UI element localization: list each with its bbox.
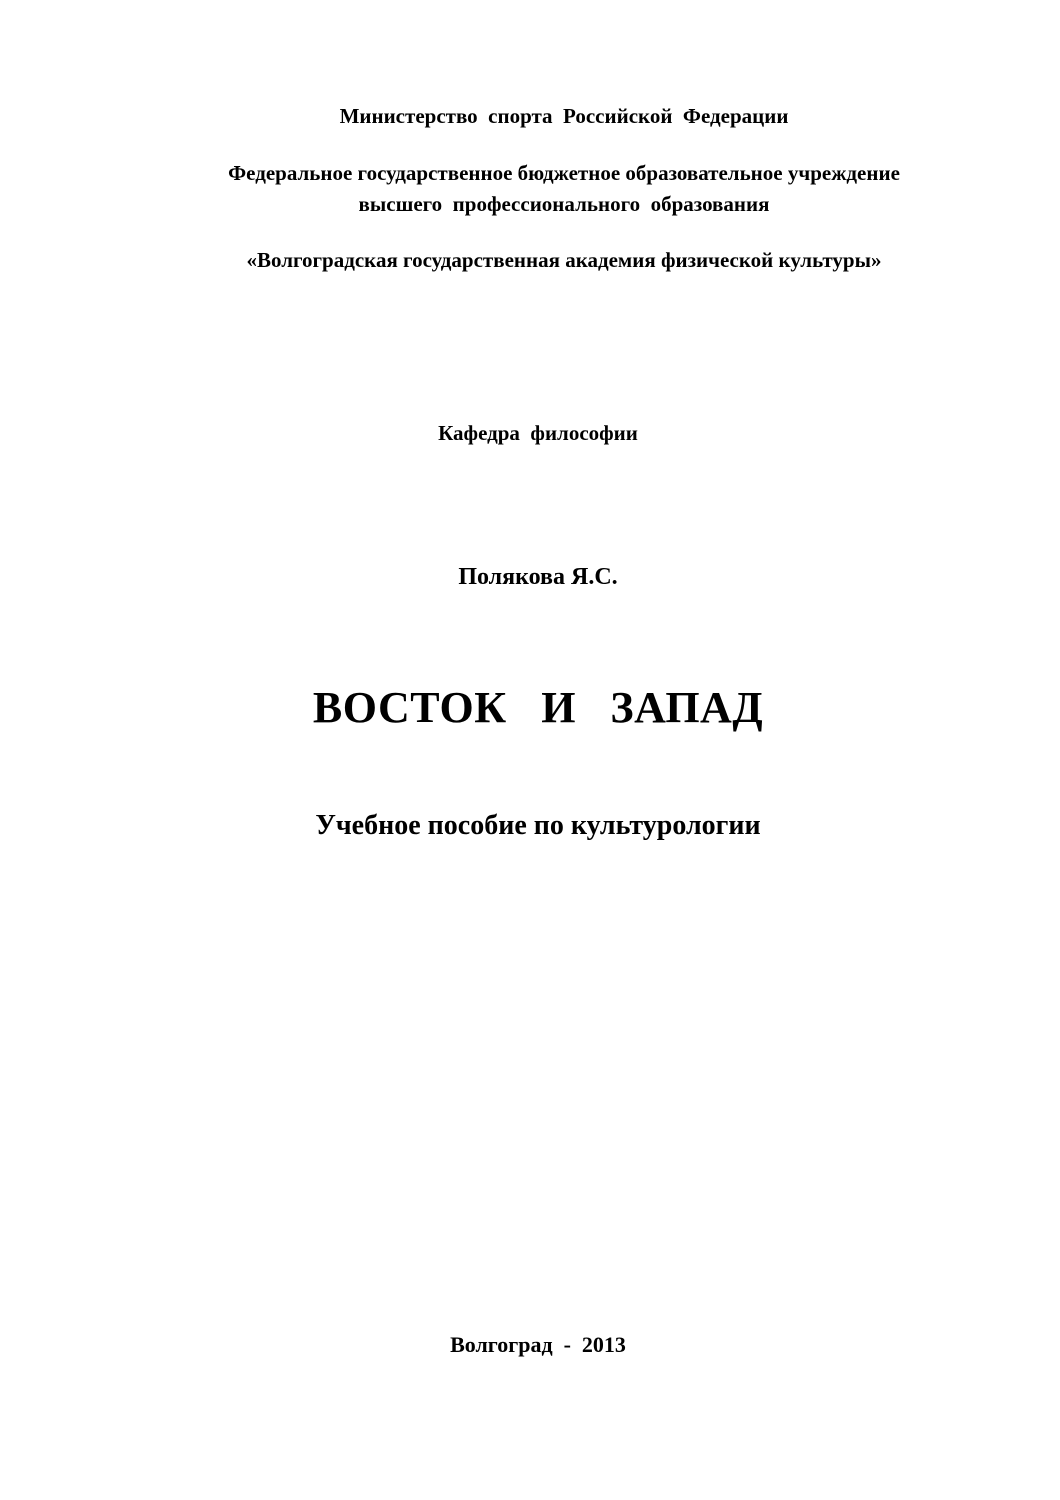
- book-subtitle: Учебное пособие по культурологии: [315, 810, 761, 841]
- book-title: ВОСТОК И ЗАПАД: [312, 683, 764, 732]
- institution-line-2: высшего профессионального образования: [358, 192, 770, 216]
- department-name: Кафедра философии: [438, 421, 638, 445]
- ministry-line: Министерство спорта Российской Федерации: [339, 104, 789, 128]
- institution-line-1: Федеральное государственное бюджетное образовательное учреждение: [228, 161, 900, 185]
- academy-name: «Волгоградская государственная академия физической культуры»: [246, 248, 882, 272]
- city-year: Волгоград - 2013: [450, 1332, 626, 1357]
- author-name: Полякова Я.С.: [458, 564, 618, 590]
